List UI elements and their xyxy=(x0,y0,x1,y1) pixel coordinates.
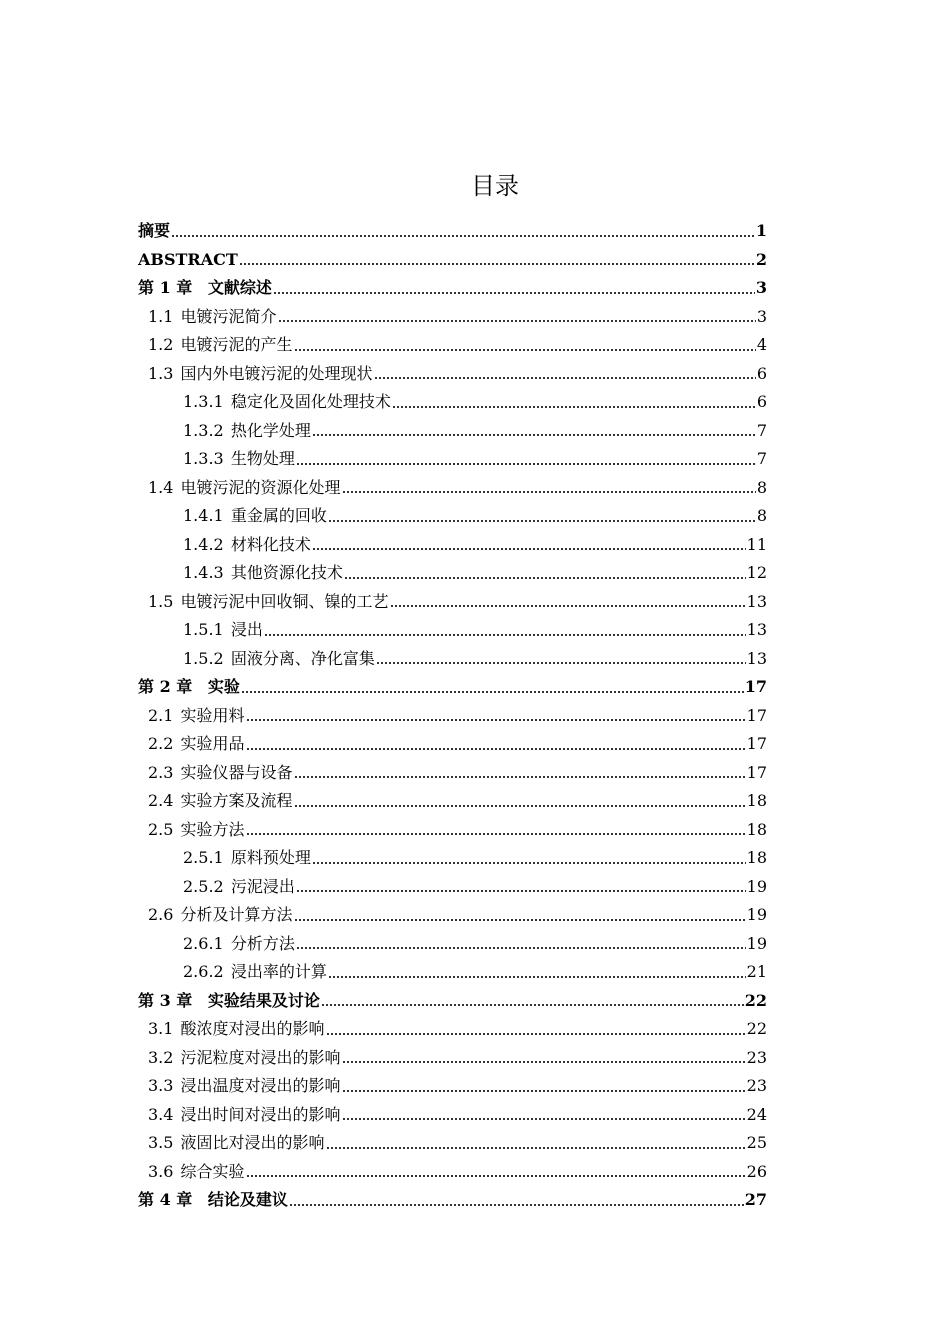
toc-entry[interactable] xyxy=(138,616,767,645)
toc-entry-page-number: 27 xyxy=(744,1190,767,1209)
dot-leader xyxy=(246,1166,746,1178)
toc-entry-label xyxy=(183,388,391,417)
toc-entry-text: 污泥粒度对浸出的影响 xyxy=(180,1047,341,1067)
toc-entry-number: 2.3 xyxy=(148,762,174,782)
toc-entry[interactable] xyxy=(138,873,767,902)
toc-entry-label xyxy=(148,816,245,845)
toc-entry-label xyxy=(148,901,293,930)
dot-leader xyxy=(376,653,746,665)
toc-entry-page-number: 24 xyxy=(746,1104,767,1124)
dot-leader xyxy=(294,796,746,808)
toc-entry-text: 生物处理 xyxy=(230,449,295,468)
toc-entry-page-number: 23 xyxy=(746,1076,767,1095)
toc-entry-number: 1.5.1 xyxy=(183,620,224,639)
toc-entry-text: 实验用料 xyxy=(180,705,245,725)
toc-entry-text: 实验用品 xyxy=(180,734,245,753)
toc-entry-number: 1.1 xyxy=(148,306,174,326)
dot-leader xyxy=(342,1052,746,1064)
toc-entry-page-number: 7 xyxy=(756,449,767,468)
toc-entry[interactable] xyxy=(138,1101,767,1130)
toc-entry[interactable] xyxy=(138,388,767,417)
dot-leader xyxy=(321,995,744,1007)
dot-leader xyxy=(273,283,755,295)
dot-leader xyxy=(296,881,746,893)
toc-entry-label xyxy=(148,1015,325,1044)
dot-leader xyxy=(342,1109,746,1121)
toc-entry-number: 2.2 xyxy=(148,734,174,753)
toc-entry-label xyxy=(148,1129,325,1158)
toc-entry-label xyxy=(138,246,238,275)
dot-leader xyxy=(296,454,756,466)
toc-entry-number: 2.6.1 xyxy=(183,933,224,953)
toc-entry-text: 电镀污泥中回收铜、镍的工艺 xyxy=(180,591,389,611)
toc-entry-text: 实验方法 xyxy=(180,819,245,839)
toc-entry-number: 2.4 xyxy=(148,791,174,810)
toc-entry-number: 3.1 xyxy=(148,1019,174,1038)
toc-entry-page-number: 17 xyxy=(744,677,767,696)
toc-entry-text: 浸出 xyxy=(230,620,263,639)
dot-leader xyxy=(392,397,756,409)
toc-entry-text: 其他资源化技术 xyxy=(230,563,343,582)
toc-entry-text: 污泥浸出 xyxy=(230,876,295,896)
toc-entry[interactable] xyxy=(138,901,767,930)
toc-entry-number: 第 3 章 xyxy=(138,990,193,1010)
toc-entry-label xyxy=(183,930,295,959)
toc-entry[interactable] xyxy=(138,673,767,702)
toc-entry[interactable] xyxy=(138,360,767,389)
dot-leader xyxy=(278,311,756,323)
toc-entry[interactable] xyxy=(138,645,767,674)
toc-entry-text: 电镀污泥简介 xyxy=(180,306,277,326)
toc-entry-number: 2.6.2 xyxy=(183,962,224,981)
toc-entry-number: 第 1 章 xyxy=(138,278,193,297)
toc-entry-text: 分析方法 xyxy=(230,933,295,953)
toc-entry-label xyxy=(148,360,373,389)
toc-entry-label xyxy=(148,702,245,731)
toc-entry-label xyxy=(148,1101,341,1130)
toc-entry-number: 3.2 xyxy=(148,1047,174,1067)
toc-entry[interactable] xyxy=(138,702,767,731)
toc-entry[interactable] xyxy=(138,987,767,1016)
toc-entry-page-number: 26 xyxy=(746,1161,767,1181)
toc-entry-page-number: 18 xyxy=(746,791,767,810)
toc-entry-text: 实验 xyxy=(207,677,240,696)
toc-entry[interactable] xyxy=(138,1129,767,1158)
dot-leader xyxy=(289,1195,744,1207)
toc-entry-page-number: 22 xyxy=(744,990,767,1010)
toc-entry[interactable] xyxy=(138,730,767,759)
toc-entry-number: 1.2 xyxy=(148,335,174,354)
toc-entry-number: 1.5.2 xyxy=(183,648,224,668)
toc-entry-page-number: 17 xyxy=(746,734,767,753)
toc-entry-number: 1.5 xyxy=(148,591,174,611)
toc-entry-text: 液固比对浸出的影响 xyxy=(180,1133,325,1152)
dot-leader xyxy=(326,1138,746,1150)
toc-entry-page-number: 17 xyxy=(746,762,767,782)
toc-entry-page-number: 1 xyxy=(755,221,767,240)
toc-entry-text: 固液分离、净化富集 xyxy=(230,648,375,668)
dot-leader xyxy=(264,625,746,637)
toc-entry-text: 电镀污泥的资源化处理 xyxy=(180,477,341,497)
toc-entry-label xyxy=(138,673,240,702)
toc-entry-page-number: 7 xyxy=(756,420,767,440)
toc-entry-text: 摘要 xyxy=(138,221,171,240)
toc-entry-label xyxy=(148,730,245,759)
toc-entry-text: 稳定化及固化处理技术 xyxy=(230,392,391,411)
toc-entry-number: 1.4 xyxy=(148,477,174,497)
toc-entry-text: 浸出时间对浸出的影响 xyxy=(180,1104,341,1124)
toc-entry-number: 3.3 xyxy=(148,1076,174,1095)
toc-entry-label xyxy=(148,1158,245,1187)
toc-entry-text: 浸出率的计算 xyxy=(230,962,327,981)
dot-leader xyxy=(171,226,755,238)
toc-entry-number: 2.1 xyxy=(148,705,174,725)
toc-entry[interactable] xyxy=(138,787,767,816)
dot-leader xyxy=(239,254,755,266)
toc-entry-text: 浸出温度对浸出的影响 xyxy=(180,1076,341,1095)
dot-leader xyxy=(294,767,746,779)
toc-entry-page-number: 18 xyxy=(746,819,767,839)
toc-entry-page-number: 21 xyxy=(746,962,767,981)
toc-entry-page-number: 6 xyxy=(756,392,767,411)
toc-entry-number: 3.4 xyxy=(148,1104,174,1124)
toc-entry-number: 1.3 xyxy=(148,363,174,383)
toc-entry-number: 1.3.3 xyxy=(183,449,224,468)
dot-leader xyxy=(342,1081,746,1093)
toc-entry-text: 实验结果及讨论 xyxy=(207,990,320,1010)
toc-entry[interactable] xyxy=(138,1015,767,1044)
toc-entry-label xyxy=(138,1186,288,1215)
toc-entry[interactable] xyxy=(138,844,767,873)
toc-entry-number: 2.5 xyxy=(148,819,174,839)
toc-entry-label xyxy=(148,787,293,816)
toc-entry-page-number: 19 xyxy=(746,905,767,924)
toc-entry-label xyxy=(138,987,320,1016)
toc-entry-number: 3.6 xyxy=(148,1161,174,1181)
toc-entry-text: 热化学处理 xyxy=(230,420,311,440)
toc-entry[interactable] xyxy=(138,331,767,360)
toc-entry[interactable] xyxy=(138,502,767,531)
dot-leader xyxy=(312,539,746,551)
toc-entry-label xyxy=(148,1072,341,1101)
toc-entry[interactable] xyxy=(138,1186,767,1215)
toc-entry-label xyxy=(183,502,327,531)
toc-entry-page-number: 11 xyxy=(746,534,767,554)
dot-leader xyxy=(241,682,744,694)
toc-entry-number: 1.3.2 xyxy=(183,420,224,440)
toc-entry-page-number: 13 xyxy=(746,591,767,611)
dot-leader xyxy=(326,1024,746,1036)
dot-leader xyxy=(390,596,746,608)
toc-entry-page-number: 12 xyxy=(746,563,767,582)
toc-entry-page-number: 23 xyxy=(746,1047,767,1067)
toc-entry[interactable] xyxy=(138,303,767,332)
toc-entry-number: 2.5.2 xyxy=(183,876,224,896)
toc-entry-page-number: 13 xyxy=(746,648,767,668)
toc-entry-page-number: 13 xyxy=(746,620,767,639)
toc-entry[interactable] xyxy=(138,958,767,987)
toc-entry-text: 原料预处理 xyxy=(230,848,311,867)
toc-entry-page-number: 4 xyxy=(756,335,767,354)
toc-entry-page-number: 2 xyxy=(755,249,767,269)
toc-entry-number: 第 2 章 xyxy=(138,677,193,696)
toc-entry[interactable] xyxy=(138,759,767,788)
toc-entry[interactable] xyxy=(138,1158,767,1187)
dot-leader xyxy=(246,739,746,751)
toc-entry-number: 1.4.1 xyxy=(183,506,224,525)
dot-leader xyxy=(312,425,756,437)
toc-entry-page-number: 18 xyxy=(746,848,767,867)
toc-entry[interactable] xyxy=(138,930,767,959)
toc-entry-page-number: 19 xyxy=(746,876,767,896)
toc-entry[interactable] xyxy=(138,1072,767,1101)
toc-entry-number: 2.5.1 xyxy=(183,848,224,867)
table-of-contents xyxy=(138,217,767,1215)
toc-entry-page-number: 17 xyxy=(746,705,767,725)
toc-entry-label xyxy=(183,531,311,560)
toc-entry-label xyxy=(148,1044,341,1073)
toc-entry[interactable] xyxy=(138,1044,767,1073)
toc-entry-text: 实验仪器与设备 xyxy=(180,762,293,782)
toc-entry-text: 综合实验 xyxy=(180,1161,245,1181)
dot-leader xyxy=(246,710,746,722)
toc-entry-text: 重金属的回收 xyxy=(230,506,327,525)
dot-leader xyxy=(296,938,746,950)
dot-leader xyxy=(344,568,746,580)
toc-entry-number: 2.6 xyxy=(148,905,174,924)
toc-entry-label xyxy=(138,217,170,246)
dot-leader xyxy=(342,482,756,494)
toc-entry-page-number: 19 xyxy=(746,933,767,953)
toc-entry-text: 分析及计算方法 xyxy=(180,905,293,924)
toc-entry-number: 第 4 章 xyxy=(138,1190,193,1209)
toc-entry-text: 国内外电镀污泥的处理现状 xyxy=(180,363,373,383)
toc-entry-text: 材料化技术 xyxy=(230,534,311,554)
dot-leader xyxy=(312,853,746,865)
toc-entry-page-number: 3 xyxy=(756,306,767,326)
toc-entry-label xyxy=(183,417,311,446)
dot-leader xyxy=(294,340,756,352)
toc-entry[interactable] xyxy=(138,274,767,303)
toc-entry-text: 实验方案及流程 xyxy=(180,791,293,810)
toc-entry-label xyxy=(148,759,293,788)
toc-entry-label xyxy=(183,559,343,588)
toc-entry-page-number: 6 xyxy=(756,363,767,383)
toc-entry-text: 结论及建议 xyxy=(207,1190,288,1209)
toc-entry-number: 1.4.3 xyxy=(183,563,224,582)
toc-entry-page-number: 8 xyxy=(756,477,767,497)
toc-entry-page-number: 25 xyxy=(746,1133,767,1152)
page-title: 目录 xyxy=(471,172,519,200)
toc-entry-text: ABSTRACT xyxy=(138,249,238,269)
toc-entry-number: 3.5 xyxy=(148,1133,174,1152)
toc-entry-text: 酸浓度对浸出的影响 xyxy=(180,1019,325,1038)
toc-entry-label xyxy=(183,844,311,873)
toc-entry[interactable] xyxy=(138,559,767,588)
toc-entry[interactable] xyxy=(138,417,767,446)
toc-entry-label xyxy=(138,274,272,303)
dot-leader xyxy=(374,368,756,380)
toc-entry[interactable] xyxy=(138,246,767,275)
toc-entry-label xyxy=(183,958,327,987)
toc-entry-number: 1.3.1 xyxy=(183,392,224,411)
toc-entry[interactable] xyxy=(138,588,767,617)
toc-entry[interactable] xyxy=(138,531,767,560)
toc-entry-label xyxy=(183,645,375,674)
dot-leader xyxy=(294,910,746,922)
toc-entry-text: 电镀污泥的产生 xyxy=(180,335,293,354)
toc-entry-page-number: 8 xyxy=(756,506,767,525)
toc-entry[interactable] xyxy=(138,445,767,474)
toc-entry-page-number: 22 xyxy=(746,1019,767,1038)
toc-entry[interactable] xyxy=(138,816,767,845)
toc-entry-text: 文献综述 xyxy=(207,278,272,297)
toc-entry-label xyxy=(148,303,277,332)
toc-entry-number: 1.4.2 xyxy=(183,534,224,554)
toc-entry[interactable] xyxy=(138,217,767,246)
toc-entry-label xyxy=(183,873,295,902)
toc-entry-label xyxy=(183,445,295,474)
toc-entry[interactable] xyxy=(138,474,767,503)
dot-leader xyxy=(328,967,746,979)
toc-entry-label xyxy=(183,616,263,645)
dot-leader xyxy=(246,824,746,836)
dot-leader xyxy=(328,511,756,523)
toc-entry-label xyxy=(148,474,341,503)
toc-entry-label xyxy=(148,588,389,617)
toc-entry-label xyxy=(148,331,293,360)
toc-entry-page-number: 3 xyxy=(755,278,767,297)
